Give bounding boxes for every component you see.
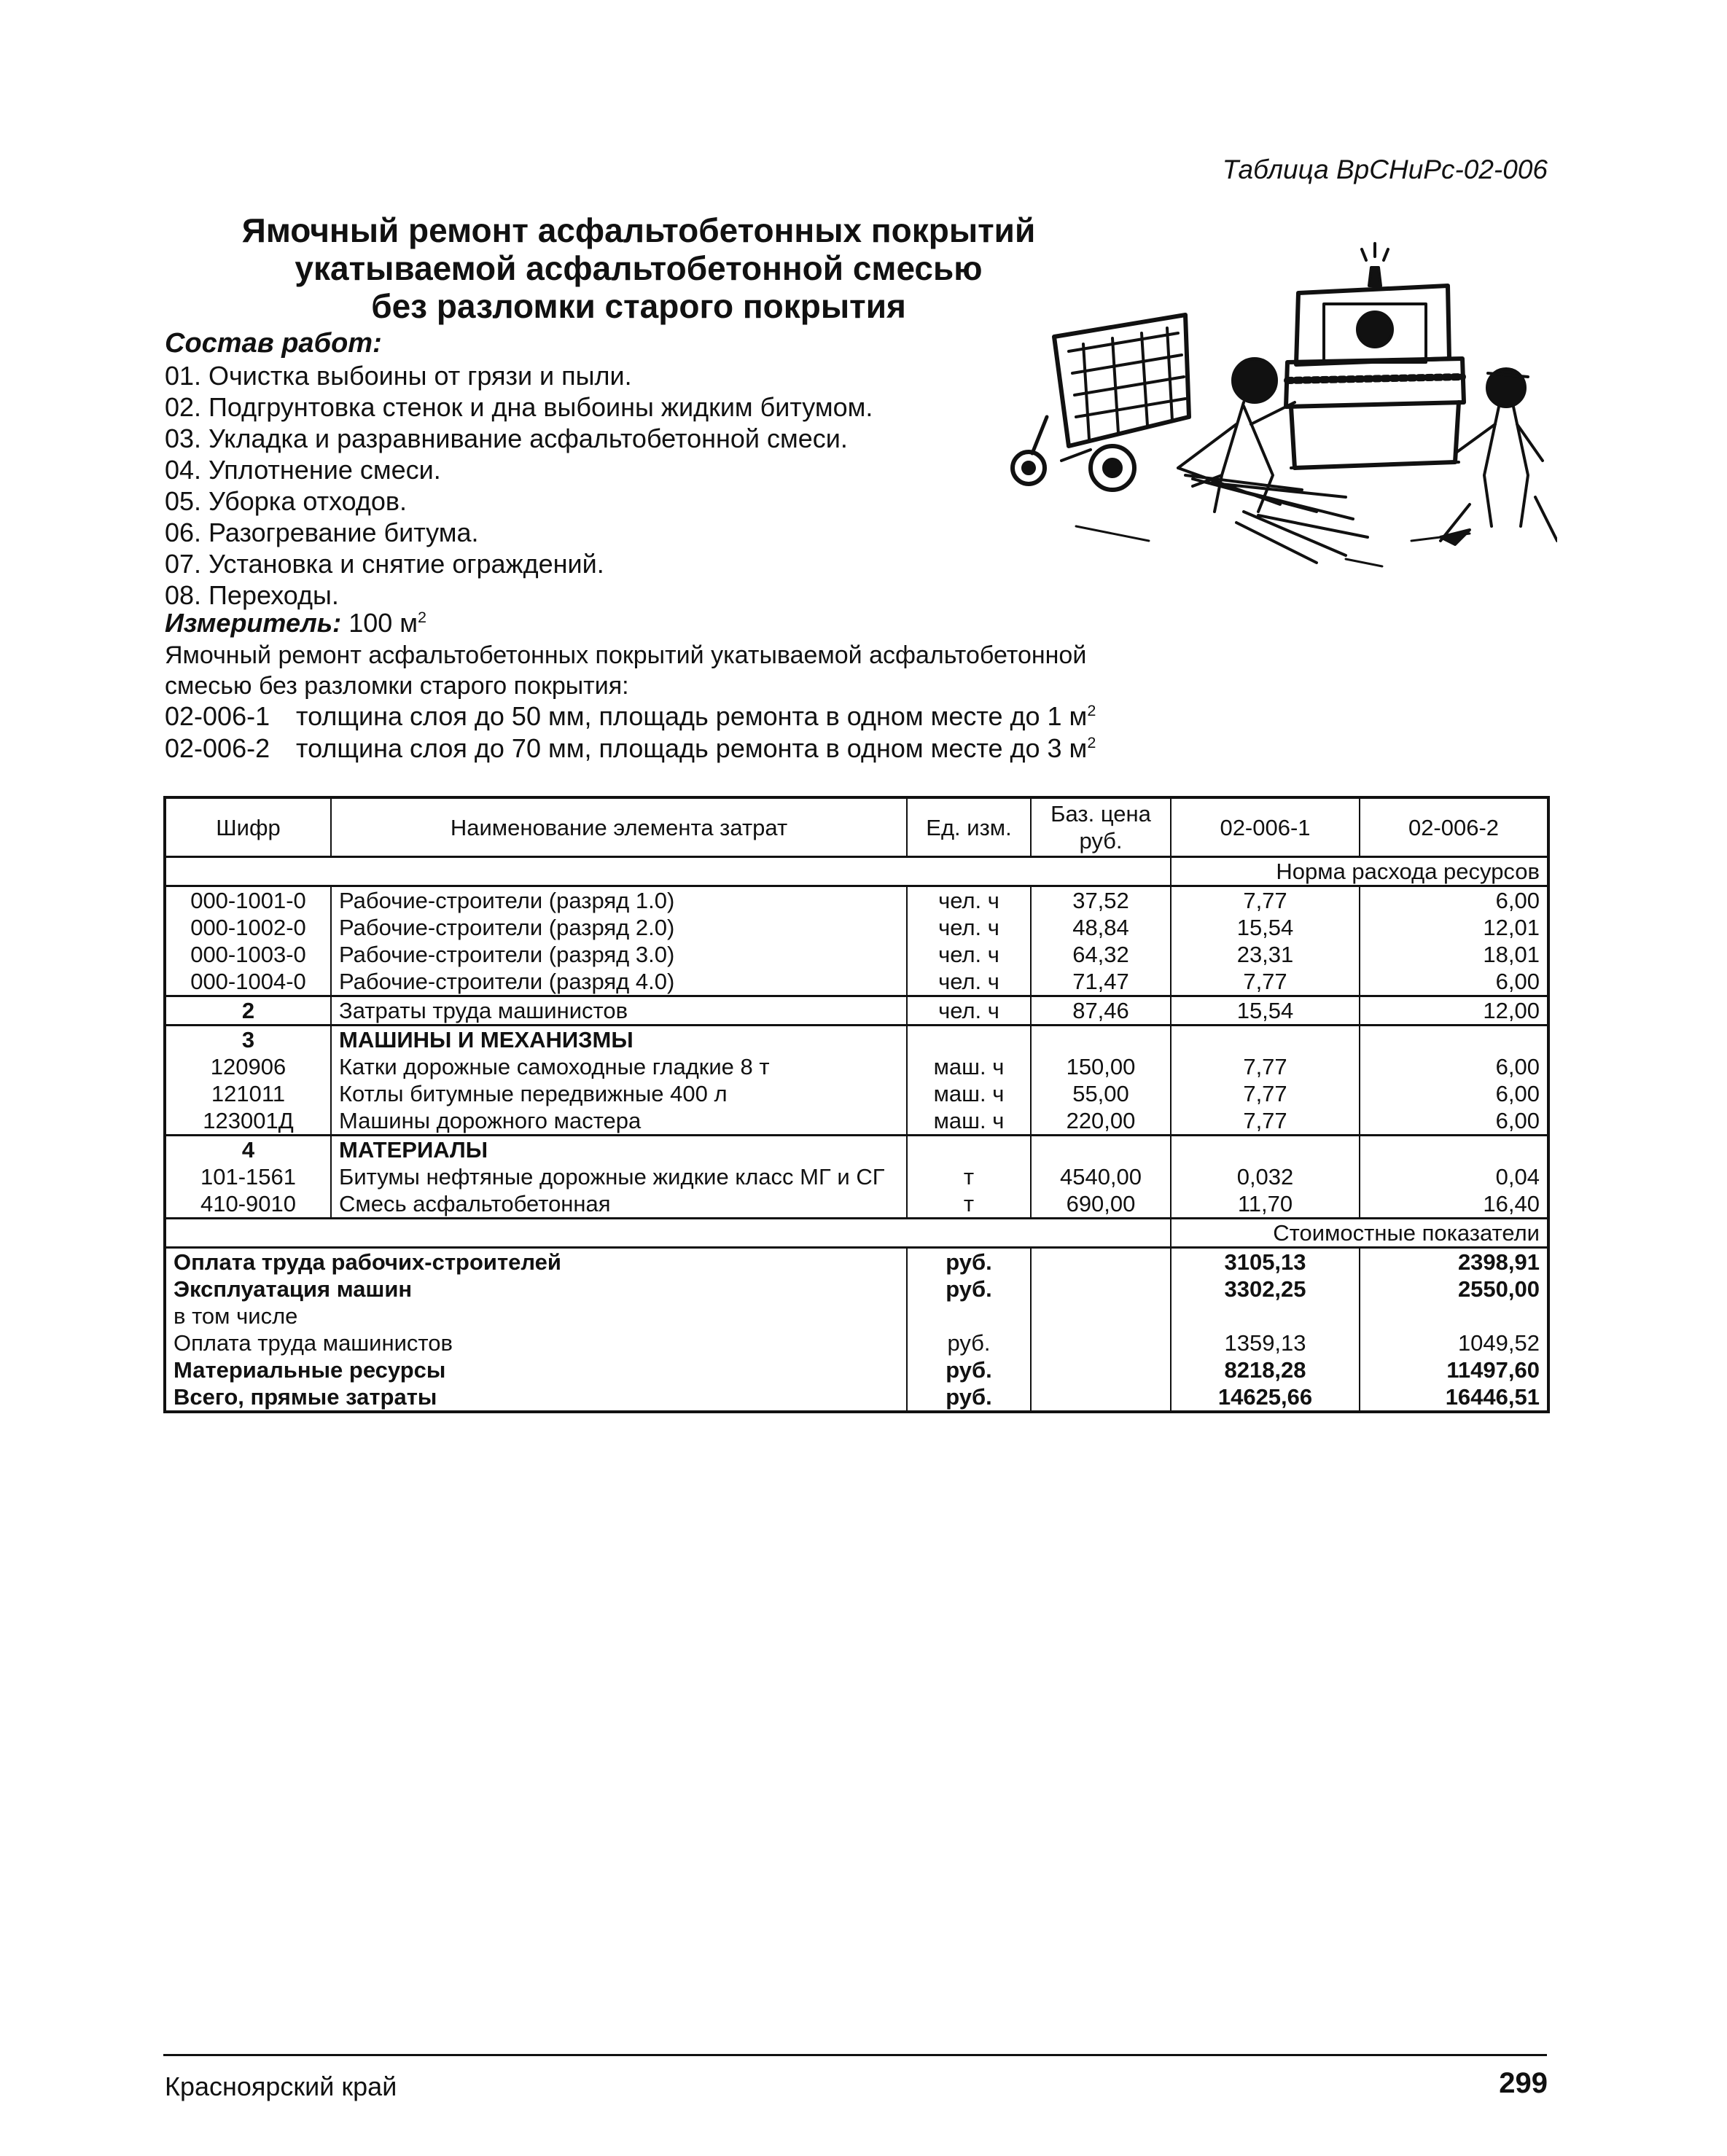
- row-name: Смесь асфальтобетонная: [331, 1190, 907, 1219]
- header-code: Шифр: [165, 797, 331, 857]
- row-code: 3: [165, 1026, 331, 1054]
- document-title: [165, 211, 1112, 325]
- row-variant-2: 0,04: [1360, 1163, 1548, 1190]
- row-code: 123001Д: [203, 1108, 294, 1133]
- table-identifier: Таблица ВрСНиРс-02-006: [1222, 155, 1548, 184]
- row-variant-2: 18,01: [1360, 941, 1548, 968]
- section-row-materials: [165, 1136, 1548, 1164]
- meter-value: 100 м: [348, 608, 418, 638]
- row-variant-1: 23,31: [1171, 941, 1360, 968]
- row-unit: чел. ч: [907, 968, 1031, 996]
- summary-row: [165, 1383, 1548, 1412]
- summary-variant-2: [1360, 1302, 1548, 1329]
- row-code: 101-1561: [200, 1164, 296, 1190]
- summary-row: [165, 1356, 1548, 1383]
- summary-name: в том числе: [174, 1303, 298, 1329]
- summary-variant-2: 16446,51: [1360, 1383, 1548, 1412]
- row-name: МАШИНЫ И МЕХАНИЗМЫ: [331, 1026, 907, 1054]
- variant-text: толщина слоя до 70 мм, площадь ремонта в одном месте до 3 м: [296, 733, 1088, 763]
- row-name: Рабочие-строители (разряд 1.0): [331, 886, 907, 915]
- row-variant-2: 16,40: [1360, 1190, 1548, 1219]
- row-variant-2: 6,00: [1360, 886, 1548, 915]
- row-name: Затраты труда машинистов: [331, 996, 907, 1026]
- row-code: 000-1004-0: [190, 969, 306, 994]
- row-name: Рабочие-строители (разряд 3.0): [331, 941, 907, 968]
- summary-variant-1: 14625,66: [1171, 1383, 1360, 1412]
- row-price: 150,00: [1031, 1053, 1171, 1080]
- header-unit: Ед. изм.: [907, 797, 1031, 857]
- summary-name: Оплата труда машинистов: [174, 1330, 453, 1356]
- row-code: 410-9010: [200, 1191, 296, 1216]
- table-row: [165, 886, 1548, 915]
- composition-heading: Состав работ:: [165, 328, 382, 359]
- table-row: [165, 914, 1548, 941]
- road-roller-drawing: [1286, 243, 1464, 468]
- row-variant-2: 6,00: [1360, 968, 1548, 996]
- row-price: 37,52: [1031, 886, 1171, 915]
- summary-variant-2: 11497,60: [1360, 1356, 1548, 1383]
- table-row: [165, 1080, 1548, 1107]
- row-variant-1: 7,77: [1171, 968, 1360, 996]
- summary-unit: руб.: [907, 1276, 1031, 1302]
- meter-label: Измеритель:: [165, 608, 342, 638]
- table-row: [165, 1107, 1548, 1136]
- worker-sweeping-drawing: [1178, 359, 1368, 563]
- table-row: [165, 1190, 1548, 1219]
- table-header-row: [165, 797, 1548, 857]
- row-variant-2: 6,00: [1360, 1053, 1548, 1080]
- row-variant-2: 12,01: [1360, 914, 1548, 941]
- summary-variant-1: [1171, 1302, 1360, 1329]
- row-variant-1: 7,77: [1171, 1053, 1360, 1080]
- work-step: 01. Очистка выбоины от грязи и пыли.: [165, 361, 632, 391]
- header-variant-2: 02-006-2: [1360, 797, 1548, 857]
- row-code: 121011: [211, 1081, 286, 1106]
- summary-variant-1: 3105,13: [1171, 1248, 1360, 1276]
- summary-variant-1: 1359,13: [1171, 1329, 1360, 1356]
- header-price: Баз. цена руб.: [1031, 797, 1171, 857]
- row-unit: чел. ч: [907, 886, 1031, 915]
- section-row-machines: [165, 1026, 1548, 1054]
- row-code: 000-1002-0: [190, 915, 306, 940]
- resource-norms-table: [163, 796, 1550, 1413]
- row-code: 000-1001-0: [165, 886, 331, 915]
- summary-variant-1: 3302,25: [1171, 1276, 1360, 1302]
- title-line-2: укатываемой асфальтобетонной смесью: [295, 249, 983, 287]
- row-variant-1: 15,54: [1171, 914, 1360, 941]
- summary-row: [165, 1276, 1548, 1302]
- title-line-1: Ямочный ремонт асфальтобетонных покрытий: [241, 211, 1036, 249]
- summary-variant-1: 8218,28: [1171, 1356, 1360, 1383]
- row-price: 690,00: [1031, 1190, 1171, 1219]
- row-unit: маш. ч: [907, 1080, 1031, 1107]
- summary-variant-2: 1049,52: [1360, 1329, 1548, 1356]
- page-number: 299: [1499, 2067, 1548, 2099]
- summary-name: Материальные ресурсы: [174, 1357, 446, 1383]
- variant-line-1: [165, 701, 1096, 732]
- work-step: 03. Укладка и разравнивание асфальтобетонной смеси.: [165, 423, 848, 453]
- row-variant-1: 0,032: [1171, 1163, 1360, 1190]
- row-variant-2: 6,00: [1360, 1107, 1548, 1136]
- meter-exponent: 2: [418, 608, 427, 626]
- summary-row: [165, 1248, 1548, 1276]
- worker-standing-drawing: [1441, 369, 1557, 541]
- variant-line-2: [165, 733, 1096, 764]
- summary-name: Оплата труда рабочих-строителей: [165, 1248, 907, 1276]
- summary-name: Эксплуатация машин: [174, 1276, 413, 1302]
- road-repair-illustration: [1003, 235, 1557, 577]
- row-code: 000-1003-0: [190, 942, 306, 967]
- row-name: Катки дорожные самоходные гладкие 8 т: [331, 1053, 907, 1080]
- row-price: 48,84: [1031, 914, 1171, 941]
- row-name: МАТЕРИАЛЫ: [331, 1136, 907, 1164]
- header-name: Наименование элемента затрат: [331, 797, 907, 857]
- row-unit: чел. ч: [907, 996, 1031, 1026]
- footer-region: Красноярский край: [165, 2071, 397, 2101]
- work-steps-list: [165, 360, 873, 611]
- summary-unit: руб.: [907, 1248, 1031, 1276]
- summary-unit: руб.: [907, 1329, 1031, 1356]
- variant-code: 02-006-1: [165, 701, 270, 731]
- variant-exponent: 2: [1087, 701, 1096, 719]
- row-variant-2: 6,00: [1360, 1080, 1548, 1107]
- row-name: Рабочие-строители (разряд 4.0): [331, 968, 907, 996]
- row-code: 120906: [210, 1054, 286, 1079]
- cost-header-label: Стоимостные показатели: [1171, 1219, 1548, 1248]
- row-price: 4540,00: [1031, 1163, 1171, 1190]
- row-price: 220,00: [1031, 1107, 1171, 1136]
- row-code: 4: [165, 1136, 331, 1164]
- summary-unit: [907, 1302, 1031, 1329]
- work-step: 08. Переходы.: [165, 580, 339, 610]
- variant-exponent: 2: [1087, 733, 1096, 751]
- table-row: [165, 996, 1548, 1026]
- row-variant-1: 11,70: [1171, 1190, 1360, 1219]
- row-unit: маш. ч: [907, 1107, 1031, 1136]
- row-price: 64,32: [1031, 941, 1171, 968]
- header-variant-1: 02-006-1: [1171, 797, 1360, 857]
- table-row: [165, 968, 1548, 996]
- row-unit: чел. ч: [907, 941, 1031, 968]
- work-step: 07. Установка и снятие ограждений.: [165, 549, 604, 579]
- variant-code: 02-006-2: [165, 733, 270, 763]
- bitumen-boiler-drawing: [1013, 315, 1189, 490]
- row-variant-1: 15,54: [1171, 996, 1360, 1026]
- summary-unit: руб.: [907, 1356, 1031, 1383]
- row-name: Битумы нефтяные дорожные жидкие класс МГ и СГ: [331, 1163, 907, 1190]
- row-name: Котлы битумные передвижные 400 л: [331, 1080, 907, 1107]
- work-description: Ямочный ремонт асфальтобетонных покрытий укатываемой асфальтобетонной смесью без разломки старого покрытия:: [165, 641, 1087, 700]
- row-variant-1: 7,77: [1171, 886, 1360, 915]
- footer-divider: [163, 2054, 1547, 2056]
- summary-row: [165, 1329, 1548, 1356]
- title-line-3: без разломки старого покрытия: [371, 287, 906, 325]
- row-unit: чел. ч: [907, 914, 1031, 941]
- row-variant-2: 12,00: [1360, 996, 1548, 1026]
- row-name: Рабочие-строители (разряд 2.0): [331, 914, 907, 941]
- row-unit: т: [907, 1163, 1031, 1190]
- cost-section-header: [165, 1219, 1548, 1248]
- work-step: 04. Уплотнение смеси.: [165, 455, 441, 485]
- row-price: 55,00: [1031, 1080, 1171, 1107]
- norm-header-label: Норма расхода ресурсов: [1171, 857, 1548, 886]
- row-variant-1: 7,77: [1171, 1080, 1360, 1107]
- summary-variant-2: 2550,00: [1360, 1276, 1548, 1302]
- row-unit: т: [907, 1190, 1031, 1219]
- summary-name: Всего, прямые затраты: [174, 1384, 437, 1410]
- table-row: [165, 1163, 1548, 1190]
- row-price: 87,46: [1031, 996, 1171, 1026]
- row-price: 71,47: [1031, 968, 1171, 996]
- summary-unit: руб.: [907, 1383, 1031, 1412]
- work-step: 05. Уборка отходов.: [165, 486, 408, 516]
- norm-section-header: [165, 857, 1548, 886]
- row-code: 2: [165, 996, 331, 1026]
- variant-text: толщина слоя до 50 мм, площадь ремонта в одном месте до 1 м: [296, 701, 1088, 731]
- row-unit: маш. ч: [907, 1053, 1031, 1080]
- table-row: [165, 941, 1548, 968]
- summary-row: [165, 1302, 1548, 1329]
- work-step: 06. Разогревание битума.: [165, 517, 479, 547]
- row-name: Машины дорожного мастера: [331, 1107, 907, 1136]
- meter-line: [165, 608, 426, 638]
- work-step: 02. Подгрунтовка стенок и дна выбоины жидким битумом.: [165, 392, 873, 422]
- summary-variant-2: 2398,91: [1360, 1248, 1548, 1276]
- table-row: [165, 1053, 1548, 1080]
- row-variant-1: 7,77: [1171, 1107, 1360, 1136]
